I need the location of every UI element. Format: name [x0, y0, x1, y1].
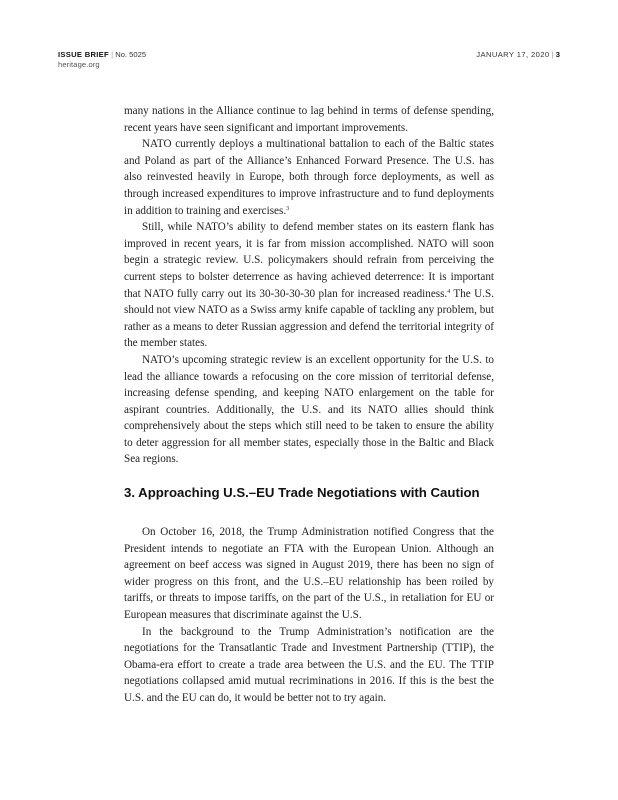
section-heading: 3. Approaching U.S.–EU Trade Negotiations with Caution [124, 485, 480, 501]
paragraph-2-text: NATO currently deploys a multinational battalion to each of the Baltic states and Poland as part of the Alliance’s Enhanced Forward Presence. The U.S. has also reinvested heavily in Europe, both through force deployments, as well as through increased expenditures to improve infrastructure and to fund deployments in addition to training and exercises. [124, 138, 494, 217]
paragraph-4: NATO’s upcoming strategic review is an excellent opportunity for the U.S. to lead the alliance towards a refocusing on the core mission of territorial defense, increasing defense spending, and keeping NATO enlargement on the table for aspirant countries. Additionally, the U.S. and its NATO allies should think comprehensively about the steps which still need to be taken to ensure the ability to deter aggression for all member states, especially those in the Baltic and Black Sea regions. [124, 353, 494, 466]
publication-date: JANUARY 17, 2020 [476, 50, 550, 59]
running-header [58, 40, 560, 80]
footnote-ref-3[interactable]: 3 [286, 205, 290, 212]
header-separator: | [111, 50, 114, 59]
header-right [476, 50, 560, 60]
issue-brief-label: ISSUE BRIEF [58, 50, 109, 59]
body-text [124, 103, 494, 707]
paragraph-5: On October 16, 2018, the Trump Administration notified Congress that the President intends to negotiate an FTA with the European Union. Although an agreement on beef access was signed in August 2019, there has been no sign of wider progress on this front, and the U.S.–EU relationship has been roiled by tariffs, or threats to impose tariffs, on the part of the U.S., in retaliation for EU or European measures that discriminate against the U.S. [124, 526, 494, 622]
paragraph-1: many nations in the Alliance continue to lag behind in terms of defense spending, recent years have seen significant and important improvements. [124, 105, 494, 134]
header-separator-right: | [551, 50, 554, 59]
header-left [58, 50, 146, 70]
paragraph-6: In the background to the Trump Administration’s notification are the negotiations for the Transatlantic Trade and Investment Partnership (TTIP), the Obama-era effort to create a trade area between the U.S. and the EU. The TTIP negotiations collapsed amid mutual recriminations in 2016. If this is the best the U.S. and the EU can do, it would be better not to try again. [124, 625, 494, 704]
paragraph-3 [124, 219, 494, 352]
site-name: heritage.org [58, 60, 100, 69]
issue-number: No. 5025 [115, 50, 147, 59]
paragraph-3-text-a: Still, while NATO’s ability to defend member states on its eastern flank has improved in recent years, it is far from mission accomplished. NATO will soon begin a strategic review. U.S. policymakers should refrain from perceiving the current steps to bolster deterrence as having achieved deterrence: It is important that NATO fully carry out its 30-30-30-30 plan for increased readiness. [124, 221, 494, 300]
page-number: 3 [555, 50, 560, 59]
paragraph-2 [124, 136, 494, 219]
footnote-ref-4[interactable]: 4 [447, 288, 451, 295]
paragraph-3-text-b: The U.S. should not view NATO as a Swiss army knife capable of tackling any problem, but rather as a means to deter Russian aggression and defend the territorial integrity of the member states. [124, 287, 494, 350]
